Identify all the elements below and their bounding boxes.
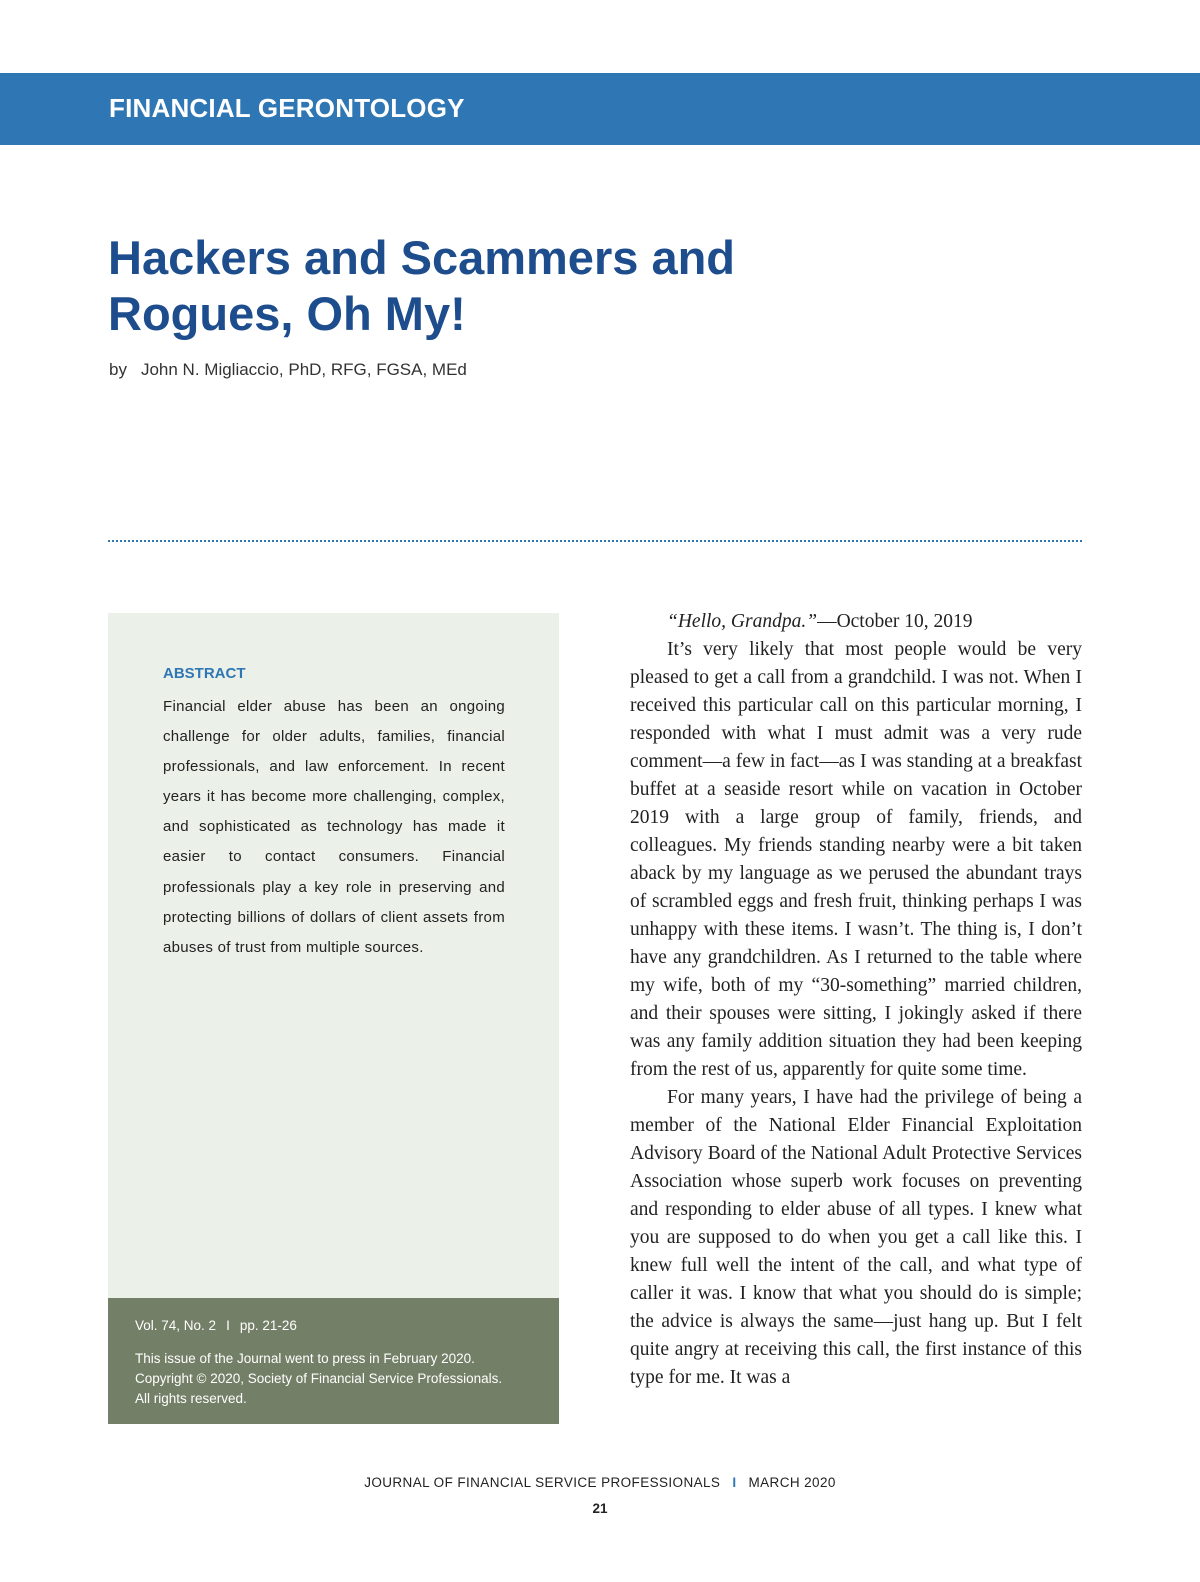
author-name: John N. Migliaccio, PhD, RFG, FGSA, MEd: [140, 360, 467, 379]
abstract-heading: ABSTRACT: [163, 665, 246, 682]
page-number: 21: [592, 1501, 608, 1516]
page-range: pp. 21-26: [239, 1318, 297, 1333]
body-paragraph-1: It’s very likely that most people would be very pleased to get a call from a grandchild. I was not. When I received this particular call on this particular morning, I responded with what I must admit was a very rude comment—a few in fact—as I was standing at a breakfast buffet at a seaside resort while on vacation in October 2019 with a large group of family, friends, and colleagues. My friends standing nearby were a bit taken aback by my language as we perused the abundant trays of scrambled eggs and fresh fruit, thinking perhaps I was unhappy with these items. I wasn’t. The thing is, I don’t have any grandchildren. As I returned to the table where my wife, both of my “30-something” married children, and their spouses were sitting, I jokingly asked if there was any family addition situation they had been keeping from the rest of us, apparently for quite some time.: [630, 639, 1082, 1080]
volume-number: Vol. 74, No. 2: [135, 1318, 217, 1333]
press-note: This issue of the Journal went to press in February 2020.: [135, 1351, 475, 1366]
dateline-date: —October 10, 2019: [817, 611, 973, 632]
section-label: FINANCIAL GERONTOLOGY: [109, 93, 465, 123]
rights-notice: All rights reserved.: [135, 1391, 247, 1406]
body-paragraph-2: For many years, I have had the privilege of being a member of the National Elder Financial Exploitation Advisory Board of the National Adult Protective Services Association whose superb work focuses on preventing and responding to elder abuse of all types. I knew what you are supposed to do when you get a call like this. I knew full well the intent of the call, and what type of caller it was. I know that what you should do is simple; the advice is always the same—just hang up. But I felt quite angry at receiving this call, the first instance of this type for me. It was a: [630, 1087, 1082, 1388]
copyright-notice: Copyright © 2020, Society of Financial Service Professionals.: [135, 1371, 503, 1386]
dateline-quote: “Hello, Grandpa.”: [667, 611, 818, 632]
volume-separator: I: [226, 1318, 230, 1333]
byline-prefix: by: [109, 360, 127, 379]
running-footer: [0, 1475, 1200, 1490]
abstract-text: Financial elder abuse has been an ongoing challenge for older adults, families, financial professionals, and law enforcement. In recent years it has become more challenging, complex, and sophisticated as technology has made it easier to contact consumers. Financial professionals play a key role in preserving and protecting billions of dollars of client assets from abuses of trust from multiple sources.: [163, 698, 505, 956]
press-note-block: [135, 1349, 545, 1409]
byline: [109, 360, 467, 380]
volume-line: [135, 1318, 297, 1333]
article-body: [630, 608, 1082, 1392]
article-title-line-1: Hackers and Scammers and: [108, 231, 735, 284]
dotted-divider: [108, 540, 1082, 542]
journal-name: JOURNAL OF FINANCIAL SERVICE PROFESSIONALS: [364, 1475, 721, 1490]
article-title: [108, 230, 908, 342]
issue-date: MARCH 2020: [748, 1475, 836, 1490]
article-title-line-2: Rogues, Oh My!: [108, 287, 466, 340]
dateline: [630, 608, 1082, 636]
footer-separator: I: [732, 1475, 737, 1490]
